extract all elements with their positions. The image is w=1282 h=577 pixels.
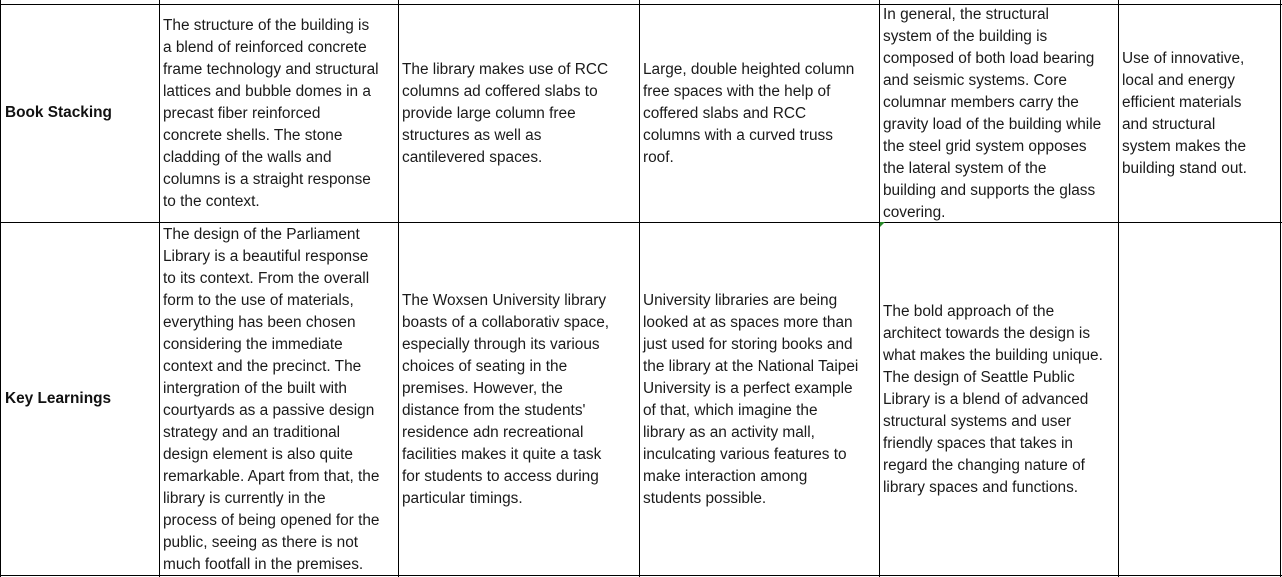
cell-key-learnings-woxsen[interactable]: The Woxsen University library boasts of a collaborativ space, especially through its various choices of seating in the premises. However, the distance from the students' residence adn recreational facilities makes it quite a task for students to access during particular timings.	[402, 292, 610, 507]
cell-key-learnings-parliament[interactable]: The design of the Parliament Library is a beautiful response to its context. From the overall form to the use of materials, everything has been chosen considering the immediate context and the precinct. The intergration of the built with courtyards as a passive design strategy and an traditional design element is also quite remarkable. Apart from that, the library is currently in the process of being opened for the public, seeing as there is not much footfall in the premises.	[163, 226, 380, 573]
cell-key-learnings-summary[interactable]	[1119, 224, 1280, 575]
cell-book-stacking-parliament[interactable]: The structure of the building is a blend of reinforced concrete frame technology and structural lattices and bubble domes in a precast fiber reinforced concrete shells. The stone cladding of the walls and columns is a straight response to the context.	[163, 17, 379, 210]
cell-book-stacking-summary[interactable]: Use of innovative, local and energy efficient materials and structural system makes the building stand out.	[1122, 50, 1247, 177]
row-header-book-stacking[interactable]: Book Stacking	[5, 104, 112, 121]
cell-book-stacking-seattle[interactable]: In general, the structural system of the building is composed of both load bearing and seismic systems. Core columnar members carry the gravity load of the building while the steel grid system opposes the lateral system of the building and supports the glass covering.	[883, 6, 1102, 221]
row-header-key-learnings[interactable]: Key Learnings	[5, 390, 112, 407]
cell-key-learnings-taipei[interactable]: University libraries are being looked at as spaces more than just used for storing books and the library at the National Taipei University is a perfect example of that, which imagine the library as an activity mall, inculcating various features to make interaction among students possible.	[643, 292, 859, 507]
grid-line-col6	[1280, 0, 1281, 577]
grid-line-col0	[0, 0, 1, 577]
cell-comment-indicator	[880, 222, 885, 227]
grid-line-middle	[0, 222, 1282, 223]
cell-key-learnings-seattle[interactable]: The bold approach of the architect towards the design is what makes the building unique. The design of Seattle Public Library is a blend of advanced structural systems and user friendly spaces that takes in regard the changing nature of library spaces and functions.	[883, 303, 1103, 496]
cell-book-stacking-woxsen[interactable]: The library makes use of RCC columns ad coffered slabs to provide large column free structures as well as cantilevered spaces.	[402, 61, 609, 166]
grid-line-bottom	[0, 575, 1282, 576]
cell-book-stacking-taipei[interactable]: Large, double heighted column free spaces with the help of coffered slabs and RCC columns with a curved truss roof.	[643, 61, 855, 166]
